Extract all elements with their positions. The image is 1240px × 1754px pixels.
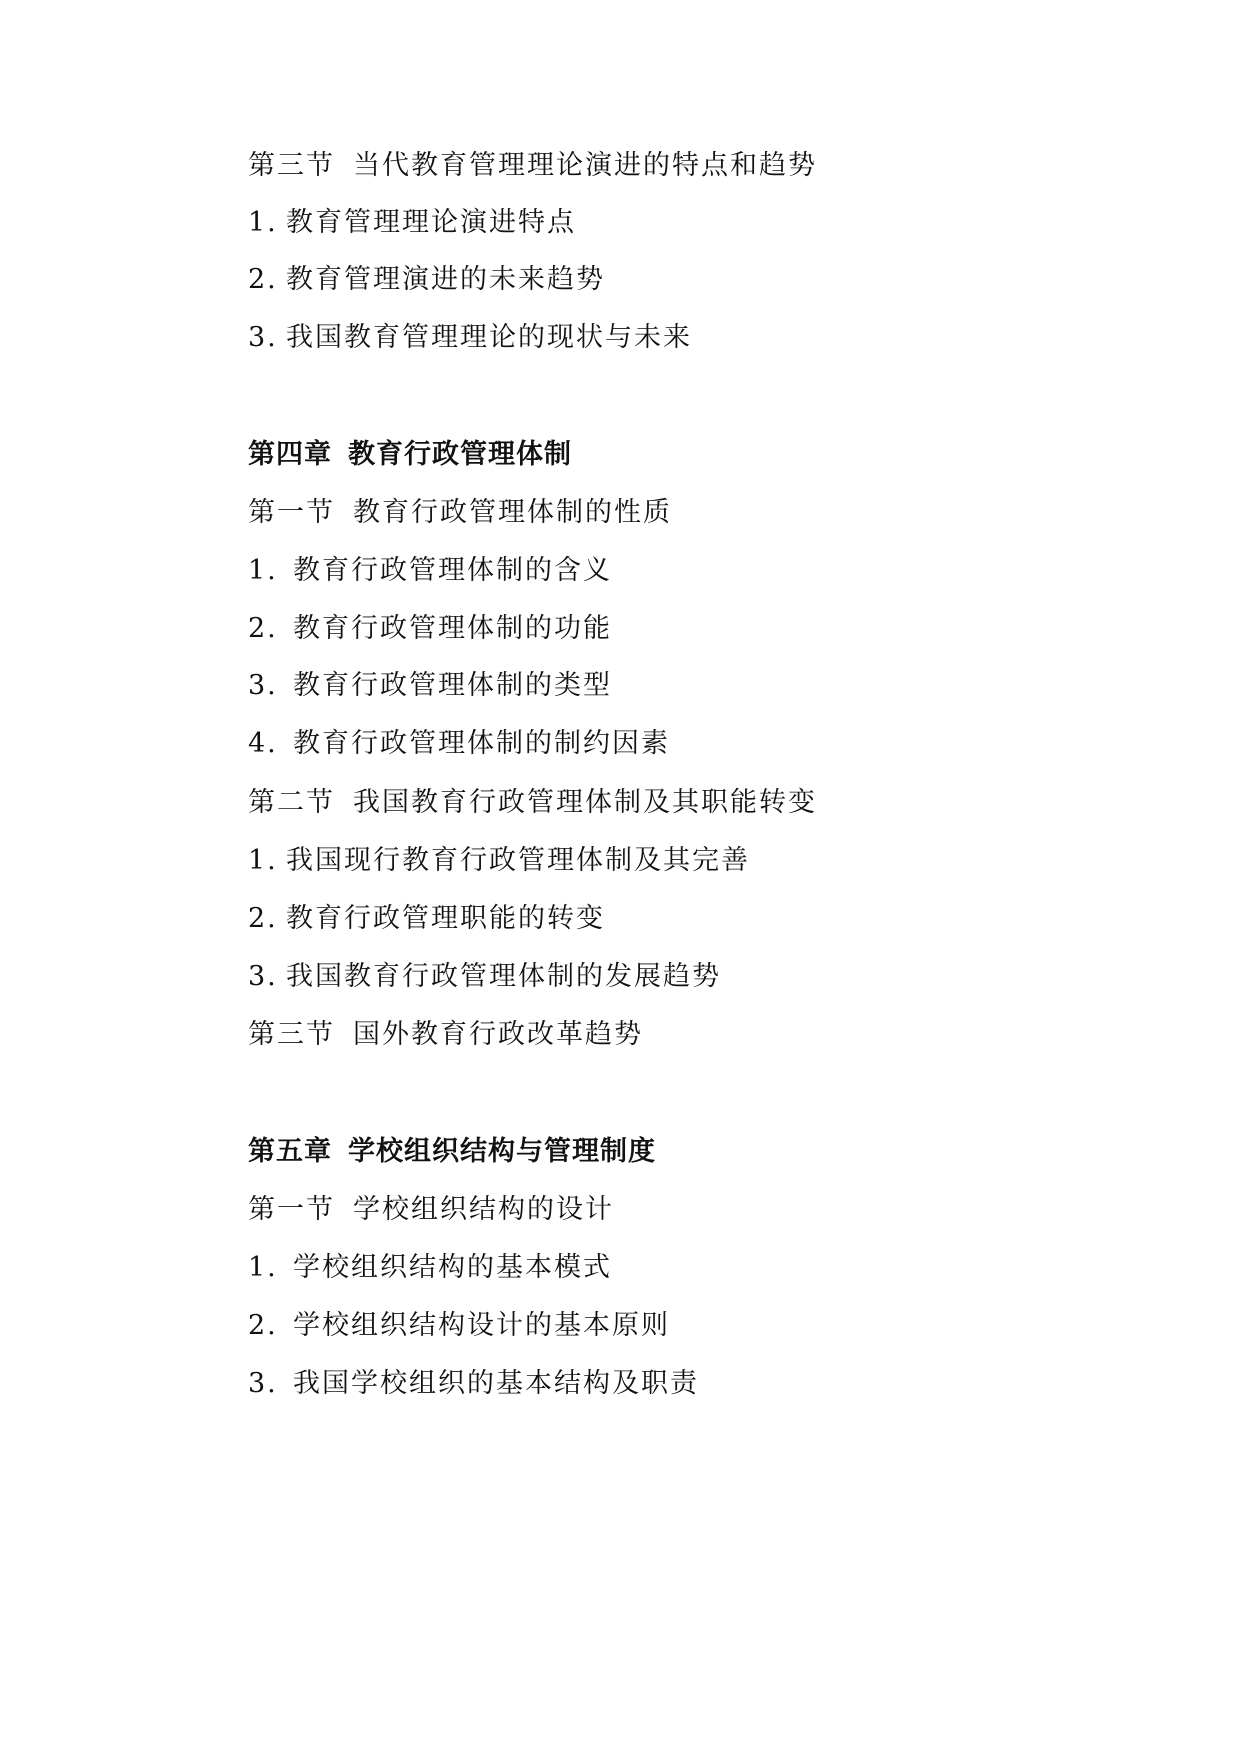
list-item-number: 2. (248, 1310, 278, 1341)
section-title: 教育行政管理体制的性质 (353, 497, 672, 528)
chapter-number: 第四章 (248, 439, 332, 470)
list-item (248, 262, 605, 298)
list-item-text: 我国现行教育行政管理体制及其完善 (286, 845, 750, 876)
section-heading (248, 1192, 614, 1228)
list-item-number: 1. (248, 207, 278, 238)
list-item-text: 教育行政管理体制的功能 (293, 613, 612, 644)
list-item-number: 2. (248, 613, 278, 644)
list-item (248, 1366, 699, 1402)
list-item (248, 320, 692, 356)
list-item (248, 205, 576, 241)
list-item-number: 1. (248, 845, 278, 876)
list-item-text: 教育管理演进的未来趋势 (286, 264, 605, 295)
chapter-heading (248, 1134, 656, 1170)
section-number: 第三节 (248, 1019, 335, 1050)
list-item-text: 我国学校组织的基本结构及职责 (293, 1368, 699, 1399)
section-heading (248, 785, 817, 821)
list-item-text: 教育行政管理体制的含义 (293, 555, 612, 586)
list-item (248, 1308, 670, 1344)
list-item-text: 我国教育管理理论的现状与未来 (286, 322, 692, 353)
list-item-number: 3. (248, 1368, 278, 1399)
list-item-number: 4. (248, 728, 278, 759)
list-item (248, 668, 612, 704)
section-title: 当代教育管理理论演进的特点和趋势 (353, 150, 817, 181)
list-item-text: 教育行政管理职能的转变 (286, 903, 605, 934)
section-heading (248, 495, 672, 531)
chapter-title: 教育行政管理体制 (348, 439, 572, 470)
list-item-text: 教育行政管理体制的类型 (293, 670, 612, 701)
list-item (248, 726, 670, 762)
list-item-number: 2. (248, 264, 278, 295)
list-item-text: 我国教育行政管理体制的发展趋势 (286, 961, 721, 992)
chapter-title: 学校组织结构与管理制度 (348, 1136, 656, 1167)
section-heading (248, 1017, 643, 1053)
section-number: 第二节 (248, 787, 335, 818)
section-title: 国外教育行政改革趋势 (353, 1019, 643, 1050)
list-item-text: 学校组织结构的基本模式 (293, 1252, 612, 1283)
list-item-number: 3. (248, 322, 278, 353)
list-item (248, 901, 605, 937)
list-item-text: 教育行政管理体制的制约因素 (293, 728, 670, 759)
chapter-number: 第五章 (248, 1136, 332, 1167)
list-item-number: 3. (248, 961, 278, 992)
list-item (248, 959, 721, 995)
section-number: 第一节 (248, 1194, 335, 1225)
list-item-text: 教育管理理论演进特点 (286, 207, 576, 238)
list-item-number: 1. (248, 555, 278, 586)
list-item (248, 553, 612, 589)
section-number: 第三节 (248, 150, 335, 181)
section-title: 学校组织结构的设计 (353, 1194, 614, 1225)
list-item-number: 3. (248, 670, 278, 701)
chapter-heading (248, 437, 572, 473)
section-number: 第一节 (248, 497, 335, 528)
list-item (248, 1250, 612, 1286)
list-item (248, 611, 612, 647)
list-item-text: 学校组织结构设计的基本原则 (293, 1310, 670, 1341)
list-item (248, 843, 750, 879)
list-item-number: 2. (248, 903, 278, 934)
list-item-number: 1. (248, 1252, 278, 1283)
section-title: 我国教育行政管理体制及其职能转变 (353, 787, 817, 818)
section-heading (248, 148, 817, 184)
